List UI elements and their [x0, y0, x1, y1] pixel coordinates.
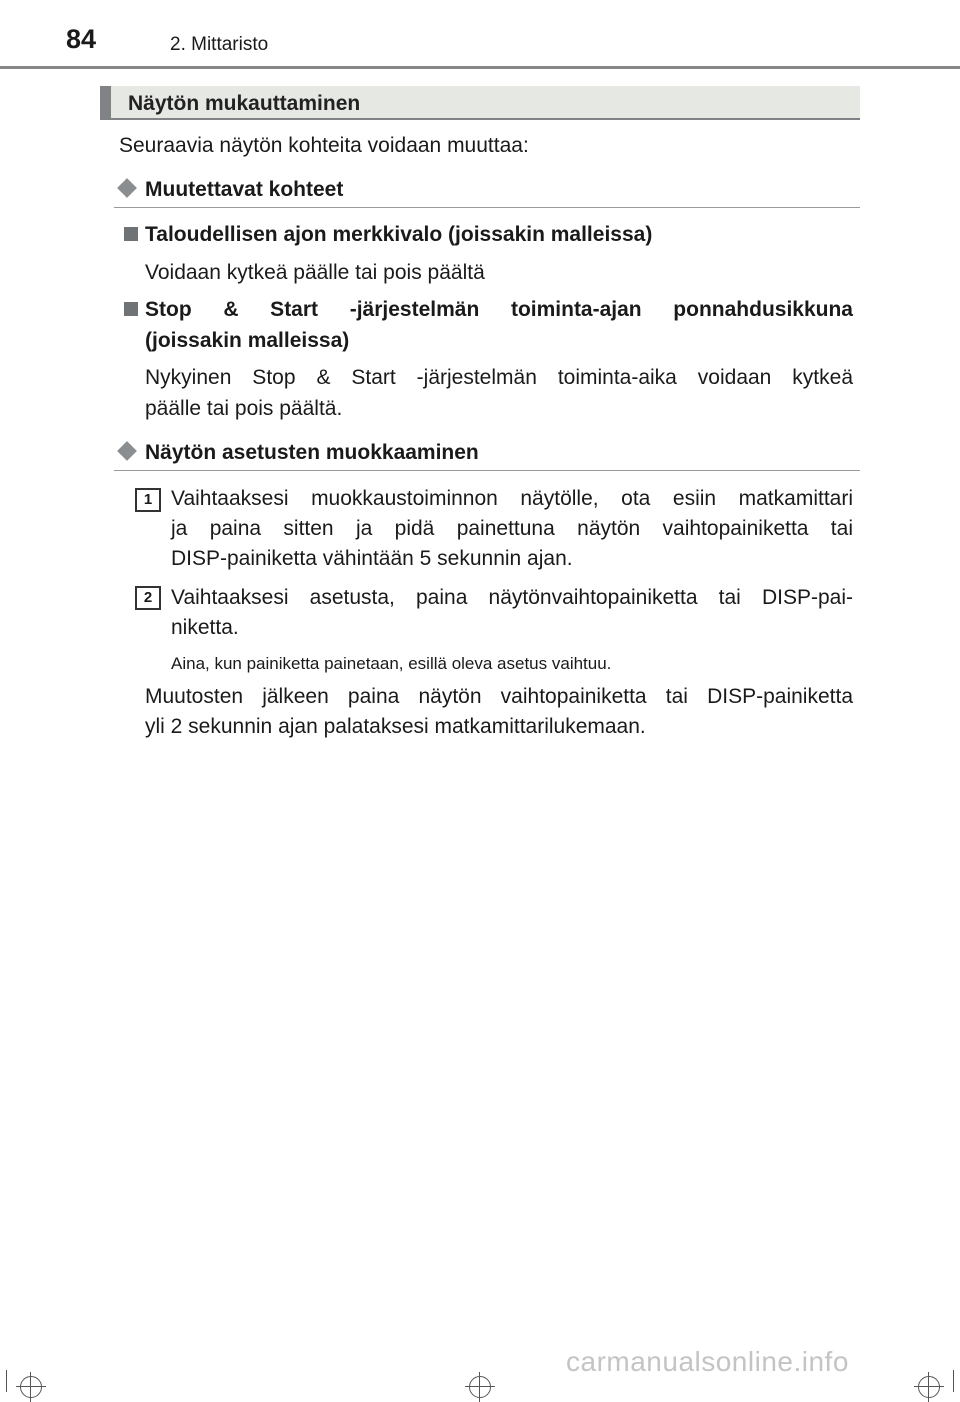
header-rule [0, 66, 960, 69]
section-intro: Seuraavia näytön kohteita voidaan muuttaa: [119, 134, 529, 157]
item-title: Taloudellisen ajon merkkivalo (joissakin malleissa) [145, 223, 653, 246]
watermark-link[interactable]: carmanualsonline.info [566, 1346, 849, 1377]
section-title: Näytön mukauttaminen [128, 92, 361, 115]
step-number-box: 1 [135, 488, 161, 512]
outro-text-line: yli 2 sekunnin ajan palataksesi matkamittarilukemaan. [145, 715, 646, 738]
step-text: Vaihtaaksesi asetusta, paina näytönvaihtopainiketta tai DISP-pai- [171, 586, 853, 609]
crop-mark [953, 1370, 954, 1392]
section-header-bar [100, 86, 860, 120]
registration-mark-icon [16, 1372, 46, 1402]
item-description: Voidaan kytkeä päälle tai pois päältä [145, 261, 485, 284]
subsection-rule [114, 207, 860, 208]
registration-mark-icon [465, 1372, 495, 1402]
square-bullet-icon [124, 227, 138, 241]
diamond-bullet-icon [117, 178, 137, 198]
item-description-continued: päälle tai pois päältä. [145, 397, 343, 420]
square-bullet-icon [124, 302, 138, 316]
page-number: 84 [66, 24, 97, 54]
chapter-title: 2. Mittaristo [170, 34, 269, 55]
step-number-box: 2 [135, 586, 161, 610]
item-description: Nykyinen Stop & Start -järjestelmän toiminta-aika voidaan kytkeä [145, 366, 853, 389]
step-text-line: ja paina sitten ja pidä painettuna näytön vaihtopainiketta tai [171, 517, 853, 540]
subsection-rule [114, 470, 860, 471]
step-text: Vaihtaaksesi muokkaustoiminnon näytölle, ota esiin matkamittari [171, 487, 853, 510]
step-note: Aina, kun painiketta painetaan, esillä oleva asetus vaihtuu. [171, 654, 612, 673]
registration-mark-icon [914, 1372, 944, 1402]
crop-mark [6, 1370, 7, 1392]
diamond-bullet-icon [117, 441, 137, 461]
subsection-title: Muutettavat kohteet [145, 178, 344, 201]
subsection-title: Näytön asetusten muokkaaminen [145, 441, 479, 464]
outro-text: Muutosten jälkeen paina näytön vaihtopainiketta tai DISP-painiketta [145, 685, 853, 708]
step-text-line: niketta. [171, 616, 239, 639]
step-text-line: DISP-painiketta vähintään 5 sekunnin ajan. [171, 547, 573, 570]
item-title-continued: (joissakin malleissa) [145, 329, 350, 352]
item-title: Stop & Start -järjestelmän toiminta-ajan ponnahdusikkuna [145, 298, 853, 321]
